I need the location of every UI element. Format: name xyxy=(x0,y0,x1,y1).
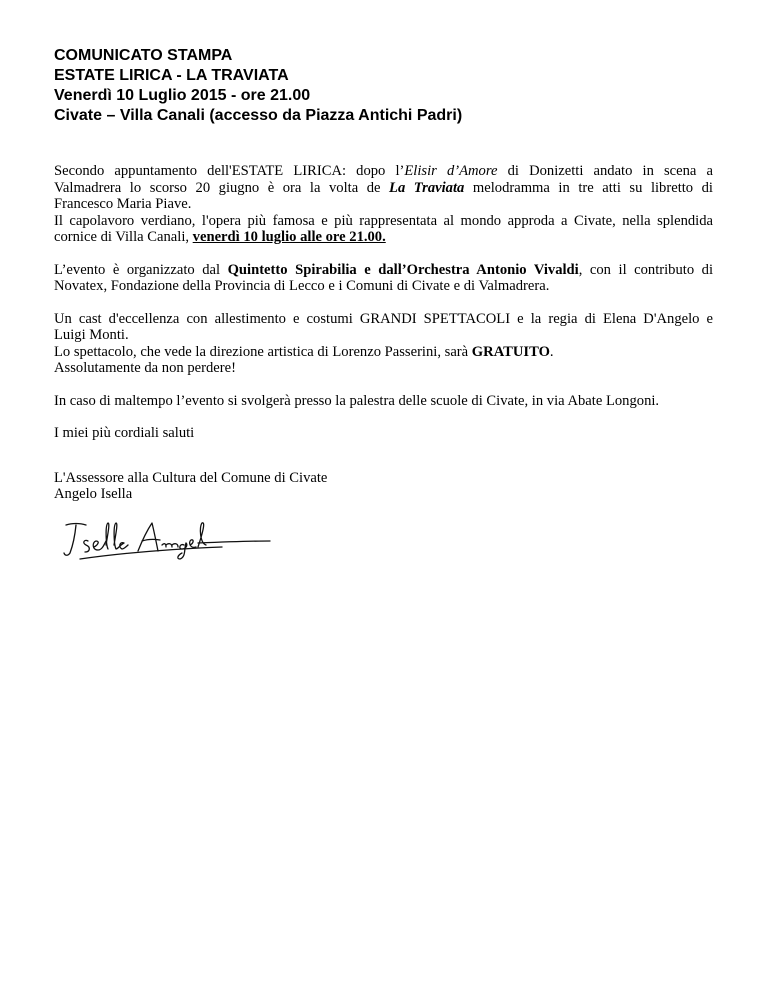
text-run: L’evento è organizzato dal xyxy=(54,261,228,278)
header-event: ESTATE LIRICA - LA TRAVIATA xyxy=(54,67,289,84)
paragraph-cast xyxy=(54,311,713,377)
paragraph-intro xyxy=(54,163,713,246)
intro-line-4: Il capolavoro verdiano, l'opera più famosa e più rappresentata al mondo approda a Civate, nella splendida xyxy=(54,212,713,229)
intro-line-5 xyxy=(54,229,713,246)
event-datetime: venerdì 10 luglio alle ore 21.00. xyxy=(192,229,386,245)
opera-title-elisir: Elisir d’Amore xyxy=(404,163,498,179)
cast-line-4: Assolutamente da non perdere! xyxy=(54,360,236,376)
opera-title-traviata: La Traviata xyxy=(389,179,465,196)
text-run: Valmadrera lo scorso 20 giugno è ora la volta de xyxy=(54,179,390,196)
organizers-line-2: Novatex, Fondazione della Provincia di Lecco e i Comuni di Civate e di Valmadrera. xyxy=(54,278,550,294)
text-run: melodramma in tre atti su libretto di xyxy=(464,179,713,196)
intro-line-2 xyxy=(54,180,713,197)
intro-line-3: Francesco Maria Piave. xyxy=(54,196,192,212)
text-run: . xyxy=(549,343,554,360)
signer-role: L'Assessore alla Cultura del Comune di Civate xyxy=(54,469,328,486)
press-release-body xyxy=(54,163,713,519)
text-run: Secondo appuntamento dell'ESTATE LIRICA: dopo l’ xyxy=(54,163,405,179)
cast-line-1: Un cast d'eccellenza con allestimento e costumi GRANDI SPETTACOLI e la regia di Elena D'Angelo e xyxy=(54,310,713,327)
organizer-names: Quintetto Spirabilia e dall’Orchestra Antonio Vivaldi xyxy=(227,261,579,278)
press-release-header xyxy=(54,46,734,126)
text-run: di Donizetti andato in scena a xyxy=(497,163,714,179)
header-location: Civate – Villa Canali (accesso da Piazza Antichi Padri) xyxy=(54,107,463,124)
intro-line-1 xyxy=(54,163,713,180)
paragraph-weather: In caso di maltempo l’evento si svolgerà presso la palestra delle scuole di Civate, in via Abate Longoni. xyxy=(54,392,660,409)
cast-line-3 xyxy=(54,344,713,361)
handwritten-signature xyxy=(62,515,272,563)
paragraph-greetings: I miei più cordiali saluti xyxy=(54,425,195,441)
organizers-line-1 xyxy=(54,262,713,279)
header-title: COMUNICATO STAMPA xyxy=(54,47,233,64)
signer-name: Angelo Isella xyxy=(54,486,133,502)
text-run: cornice di Villa Canali, xyxy=(54,229,193,245)
text-run: Lo spettacolo, che vede la direzione artistica di Lorenzo Passerini, sarà xyxy=(54,343,472,360)
header-date: Venerdì 10 Luglio 2015 - ore 21.00 xyxy=(54,87,311,104)
cast-line-2: Luigi Monti. xyxy=(54,327,129,343)
signature-block xyxy=(54,470,713,503)
free-admission: GRATUITO xyxy=(471,343,550,360)
paragraph-organizers xyxy=(54,262,713,295)
text-run: , con il contributo di xyxy=(578,261,714,278)
